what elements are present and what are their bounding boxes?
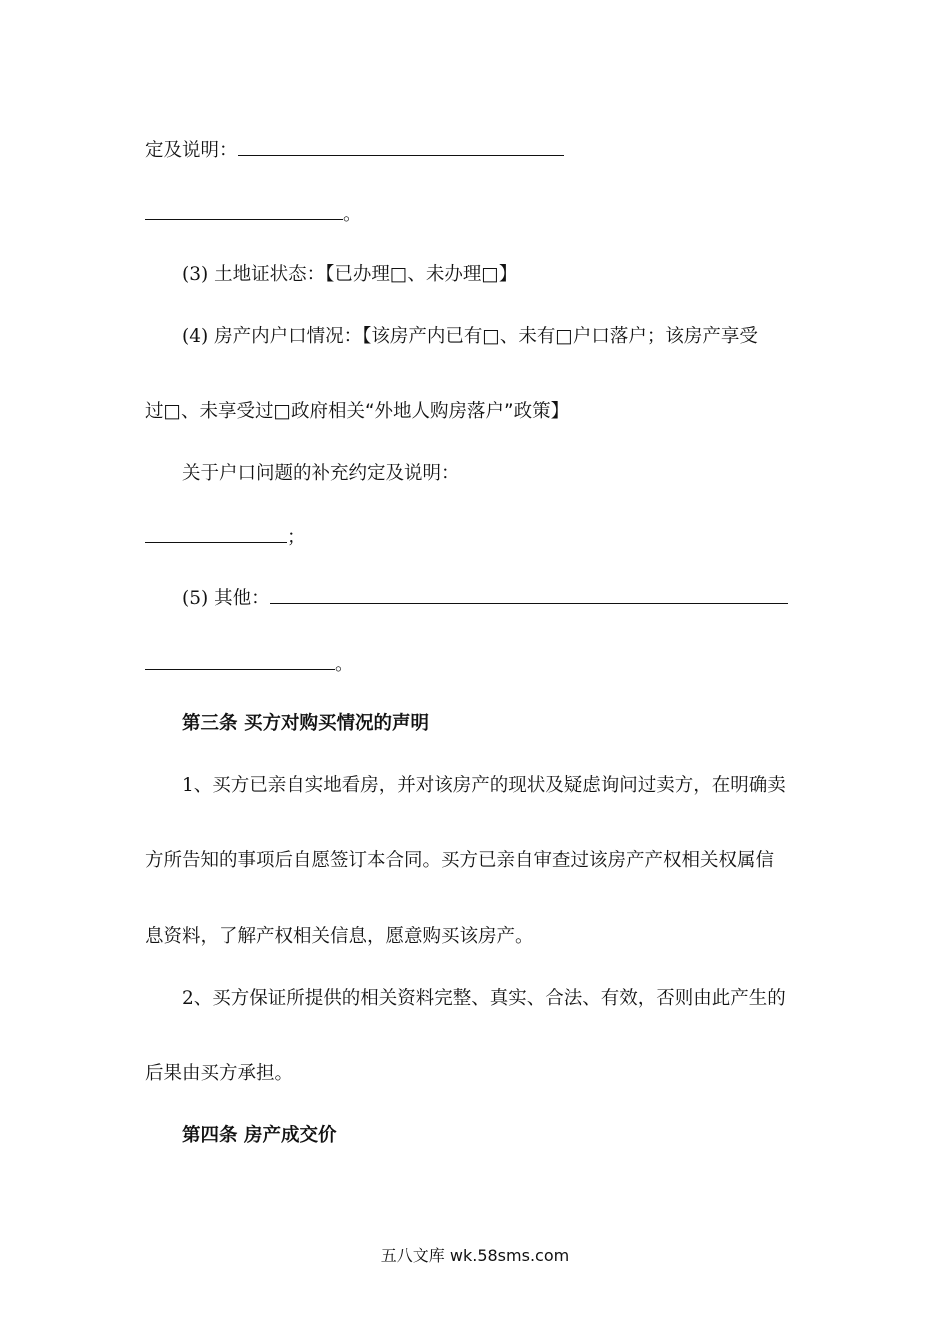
text-line	[145, 139, 564, 163]
item-number: 1	[182, 775, 194, 796]
blank-field	[238, 139, 564, 156]
label-text: 定及说明：	[145, 140, 238, 161]
paragraph-text: 、买方已亲自实地看房，并对该房产的现状及疑虑询问过卖方，在明确卖	[193, 775, 786, 796]
blank-field	[145, 203, 343, 220]
text-line: 关于户口问题的补充约定及说明：	[182, 463, 460, 484]
paragraph-text: 、买方保证所提供的相关资料完整、真实、合法、有效，否则由此产生的	[193, 988, 786, 1009]
item-number: 2	[182, 988, 194, 1009]
item-3	[182, 263, 517, 287]
punctuation: ；	[287, 527, 306, 548]
item-4	[182, 325, 758, 349]
text-line	[145, 526, 306, 550]
article-heading: 第四条 房产成交价	[182, 1125, 337, 1146]
blank-field	[270, 587, 788, 604]
item-number: (5)	[182, 588, 209, 609]
item-text: 房产内户口情况：【该房产内已有□、未有□户口落户；该房产享受	[214, 326, 758, 347]
item-number: (3)	[182, 264, 209, 285]
item-5	[182, 587, 788, 611]
footer-watermark: 五八文库 wk.58sms.com	[380, 1246, 570, 1265]
punctuation: 。	[335, 654, 354, 675]
text-line	[145, 653, 354, 677]
paragraph-line: 后果由买方承担。	[145, 1063, 294, 1084]
blank-field	[145, 526, 287, 543]
item-text: 其他：	[214, 588, 270, 609]
paragraph-line: 方所告知的事项后自愿签订本合同。买方已亲自审查过该房产产权相关权属信	[145, 850, 775, 871]
text-line: 过□、未享受过□政府相关“外地人购房落户”政策】	[145, 401, 570, 422]
text-line	[145, 203, 362, 227]
paragraph-line: 息资料，了解产权相关信息，愿意购买该房产。	[145, 926, 534, 947]
article-heading: 第三条 买方对购买情况的声明	[182, 713, 429, 734]
item-text: 土地证状态：【已办理□、未办理□】	[214, 264, 518, 285]
paragraph-line	[182, 774, 786, 798]
item-number: (4)	[182, 326, 209, 347]
blank-field	[145, 653, 335, 670]
punctuation: 。	[343, 204, 362, 225]
paragraph-line	[182, 987, 786, 1011]
